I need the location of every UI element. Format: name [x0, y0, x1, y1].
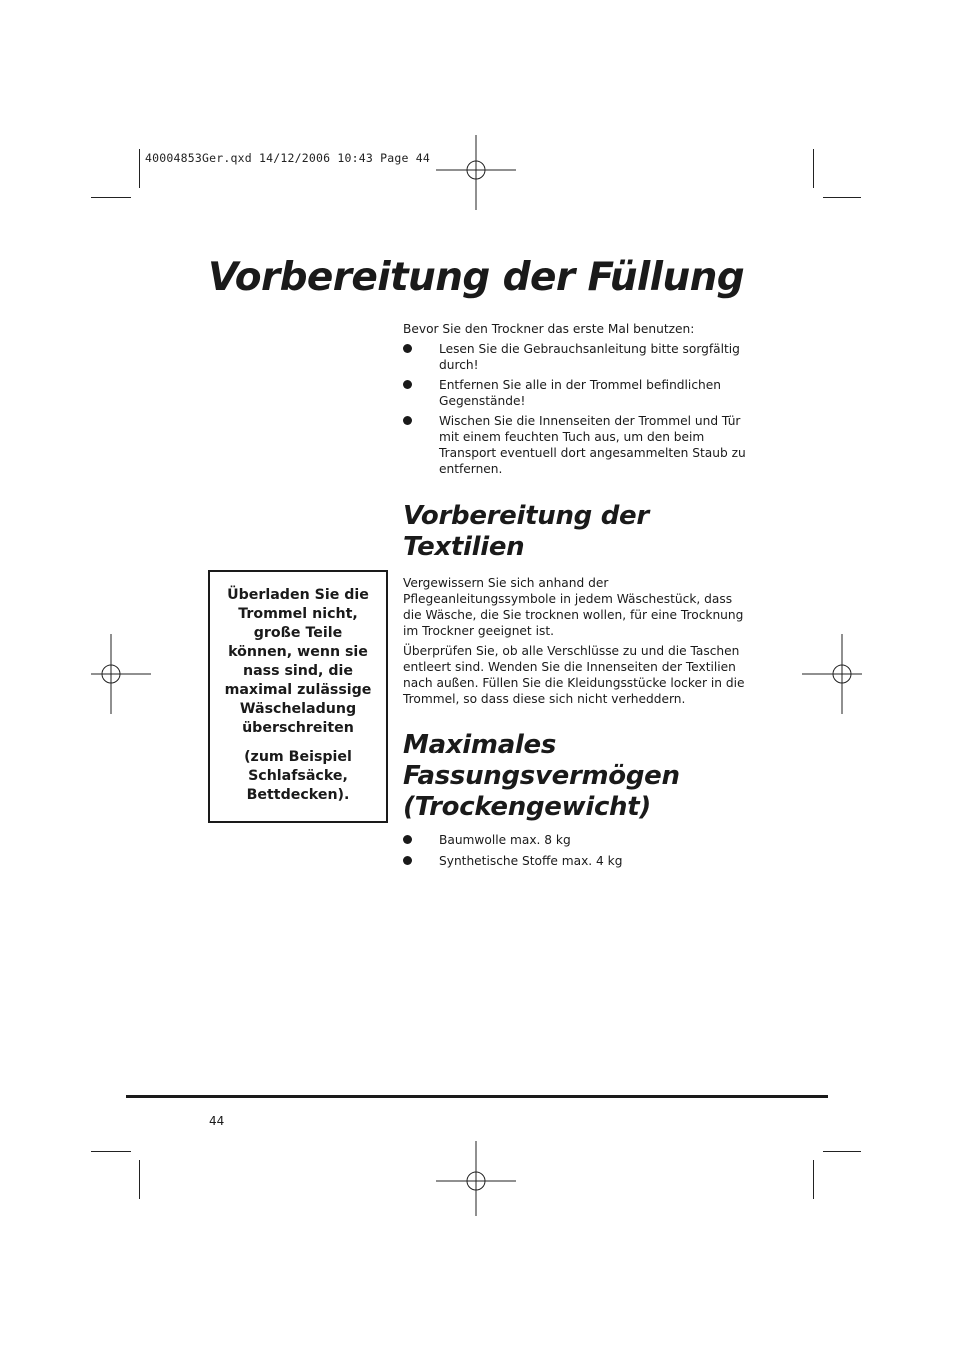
- footer-rule: [126, 1095, 828, 1098]
- crop-mark: [91, 1151, 131, 1152]
- registration-mark-icon: [436, 1141, 516, 1221]
- intro-list: [403, 341, 748, 477]
- section-heading-capacity: Maximales Fassungsvermögen (Trockengewicht): [403, 730, 680, 822]
- list-item: Entfernen Sie alle in der Trommel befindlichen Gegenstände!: [403, 377, 748, 409]
- bullet-icon: [403, 416, 412, 425]
- crop-mark: [823, 1151, 861, 1152]
- crop-mark: [813, 149, 814, 188]
- intro-lead: Bevor Sie den Trockner das erste Mal benutzen:: [403, 322, 695, 336]
- capacity-list: [403, 832, 748, 869]
- section-heading-textiles: Vorbereitung der Textilien: [403, 501, 649, 562]
- textiles-section: [403, 575, 748, 707]
- list-item: Baumwolle max. 8 kg: [403, 832, 748, 848]
- bullet-icon: [403, 835, 412, 844]
- registration-mark-icon: [71, 634, 151, 714]
- textiles-paragraph: Überprüfen Sie, ob alle Verschlüsse zu und die Taschen entleert sind. Wenden Sie die Innenseiten der Textilien nach außen. Füllen Sie die Kleidungsstücke locker in die Trommel, so dass diese sich nicht verheddern.: [403, 644, 745, 706]
- list-item: Wischen Sie die Innenseiten der Trommel und Tür mit einem feuchten Tuch aus, um den beim Transport eventuell dort angesammelten Staub zu entfernen.: [403, 413, 748, 477]
- crop-mark: [823, 197, 861, 198]
- textiles-paragraph: Vergewissern Sie sich anhand der Pflegeanleitungssymbole in jedem Wäschestück, dass die Wäsche, die Sie trocknen wollen, für eine Trocknung im Trockner geeignet ist.: [403, 576, 744, 638]
- page-title: Vorbereitung der Füllung: [208, 255, 745, 300]
- warning-box: [208, 570, 388, 823]
- list-item: Synthetische Stoffe max. 4 kg: [403, 853, 748, 869]
- bullet-icon: [403, 344, 412, 353]
- bullet-icon: [403, 856, 412, 865]
- registration-mark-icon: [436, 130, 516, 210]
- crop-mark: [139, 1160, 140, 1199]
- intro-section: [403, 321, 748, 481]
- list-item: Lesen Sie die Gebrauchsanleitung bitte sorgfältig durch!: [403, 341, 748, 373]
- print-slug: 40004853Ger.qxd 14/12/2006 10:43 Page 44: [145, 151, 430, 165]
- capacity-section: [403, 832, 748, 873]
- page-number: 44: [209, 1114, 225, 1128]
- crop-mark: [91, 197, 131, 198]
- warning-text: Überladen Sie die Trommel nicht, große Teile können, wenn sie nass sind, die maximal zulässige Wäscheladung überschreiten: [224, 587, 372, 736]
- crop-mark: [813, 1160, 814, 1199]
- bullet-icon: [403, 380, 412, 389]
- crop-mark: [139, 149, 140, 188]
- warning-note: (zum Beispiel Schlafsäcke, Bettdecken).: [244, 749, 352, 803]
- registration-mark-icon: [802, 634, 882, 714]
